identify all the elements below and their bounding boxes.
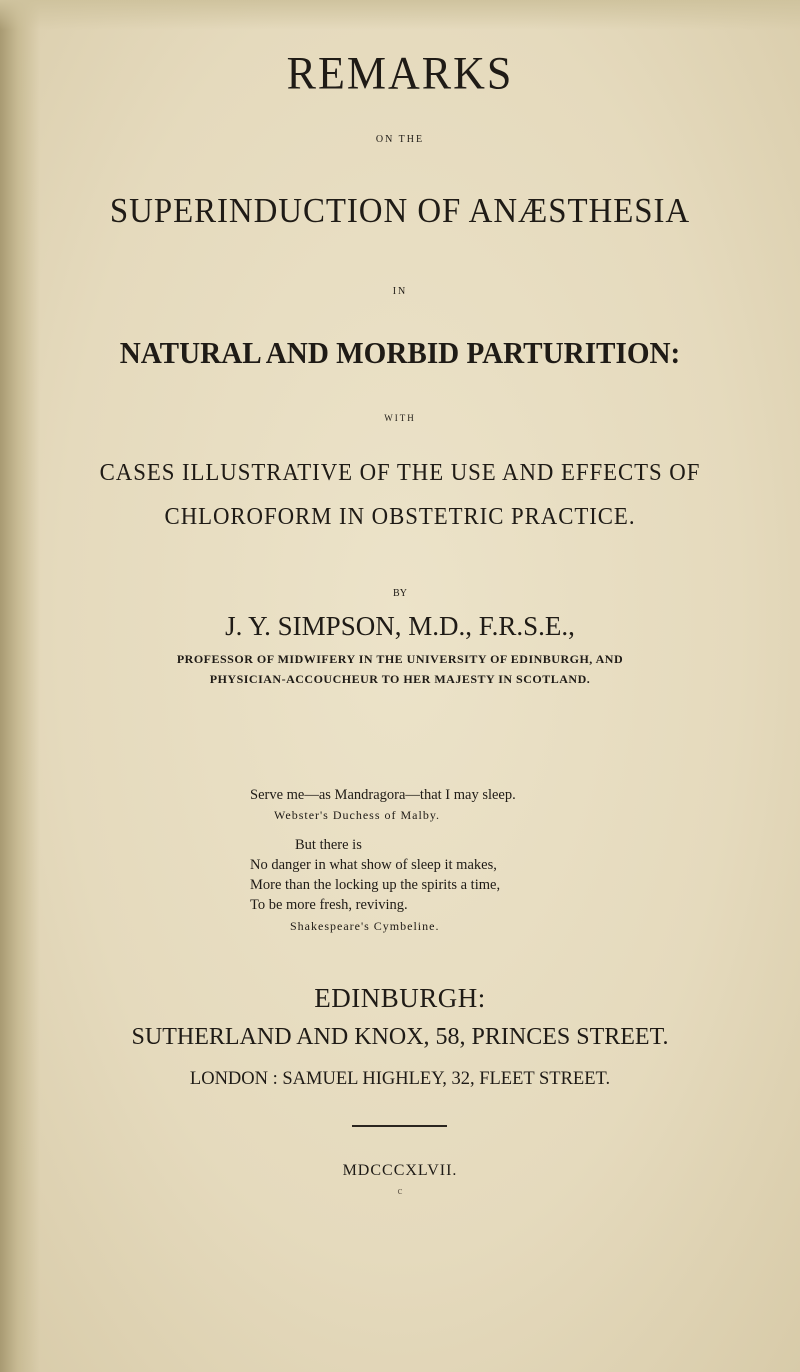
author-name: J. Y. SIMPSON, M.D., F.R.S.E., [225, 611, 575, 641]
epigraph-2-line-4: To be more fresh, reviving. [250, 897, 408, 913]
epigraph-2-source: Shakespeare's Cymbeline. [290, 919, 440, 933]
imprint-publisher: SUTHERLAND AND KNOX, 58, PRINCES STREET. [131, 1024, 669, 1050]
author-credentials-1: PROFESSOR OF MIDWIFERY IN THE UNIVERSITY OF EDINBURGH, AND [176, 652, 624, 666]
title-on-the: ON THE [375, 134, 425, 145]
epigraph-1-source: Webster's Duchess of Malby. [274, 808, 441, 822]
epigraph-2-line-3: More than the locking up the spirits a time, [250, 877, 501, 893]
page-top-shadow [0, 0, 800, 30]
title-natural-morbid: NATURAL AND MORBID PARTURITION: [119, 335, 681, 370]
title-cases-illustrative: CASES ILLUSTRATIVE OF THE USE AND EFFECTS OF [99, 460, 701, 486]
title-in: IN [392, 286, 408, 297]
imprint-city: EDINBURGH: [314, 983, 486, 1013]
imprint-mark: c [397, 1185, 403, 1197]
title-superinduction: SUPERINDUCTION OF ANÆSTHESIA [109, 191, 691, 230]
title-by: BY [393, 588, 407, 599]
title-remarks: REMARKS [286, 47, 514, 100]
title-with: WITH [384, 413, 416, 423]
epigraph-2-line-2: No danger in what show of sleep it makes, [250, 857, 497, 873]
author-credentials-2: PHYSICIAN-ACCOUCHEUR TO HER MAJESTY IN SCOTLAND. [209, 672, 591, 686]
epigraph-1-line: Serve me—as Mandragora—that I may sleep. [250, 787, 516, 803]
divider-rule [352, 1125, 447, 1127]
epigraph-2-line-1: But there is [295, 837, 362, 853]
title-chloroform: CHLOROFORM IN OBSTETRIC PRACTICE. [164, 504, 636, 530]
imprint-year: MDCCCXLVII. [342, 1162, 458, 1179]
imprint-london: LONDON : SAMUEL HIGHLEY, 32, FLEET STREET. [189, 1069, 611, 1089]
